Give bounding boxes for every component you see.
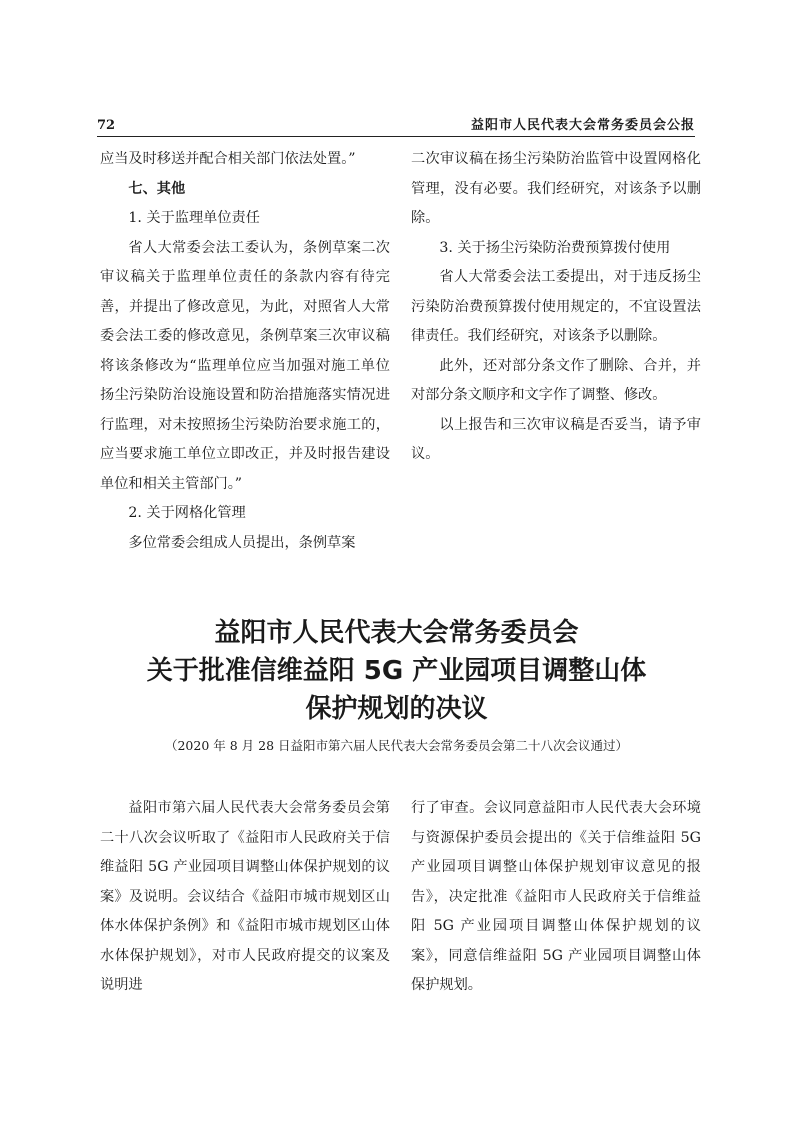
- top-right-column: [411, 145, 701, 470]
- paragraph: 二次审议稿在扬尘污染防治监管中设置网格化管理，没有必要。我们经研究，对该条予以删除。: [411, 151, 701, 226]
- journal-title: 益阳市人民代表大会常务委员会公报: [470, 118, 695, 133]
- resolution-subtitle: （2020 年 8 月 28 日益阳市第六届人民代表大会常务委员会第二十八次会议通过）: [164, 738, 629, 753]
- resolution-title: [60, 614, 733, 728]
- paragraph: 此外，还对部分条文作了删除、合并，并对部分条文顺序和文字作了调整、修改。: [411, 357, 701, 403]
- page-number: 72: [97, 118, 116, 133]
- paragraph: 省人大常委会法工委认为，条例草案二次审议稿关于监理单位责任的条款内容有待完善，并提出了修改意见，为此，对照省人大常委会法工委的修改意见，条例草案三次审议稿将该条修改为“监理单位应当加强对施工单位扬尘污染防治设施设置和防治措施落实情况进行监理，对未按照扬尘污染防治要求施工的，应当要求施工单位立即改正，并及时报告建设单位和相关主管部门。”: [100, 239, 390, 492]
- page-header: [97, 114, 695, 137]
- top-left-column: [100, 145, 390, 558]
- resolution-title-line: 关于批准信维益阳 5G 产业园项目调整山体: [146, 656, 647, 686]
- paragraph: 省人大常委会法工委提出，对于违反扬尘污染防治费预算拨付使用规定的，不宜设置法律责任。我们经研究，对该条予以删除。: [411, 269, 701, 344]
- bottom-right-column: [411, 794, 701, 1001]
- subsection-heading: 2. 关于网格化管理: [128, 505, 246, 521]
- paragraph: 以上报告和三次审议稿是否妥当，请予审议。: [411, 416, 701, 462]
- section-heading: 七、其他: [128, 180, 186, 197]
- paragraph: 益阳市第六届人民代表大会常务委员会第二十八次会议听取了《益阳市人民政府关于信维益阳 5G 产业园项目调整山体保护规划的议案》及说明。会议结合《益阳市城市规划区山体水体保护条例》和《益阳市城市规划区山体水体保护规划》，对市人民政府提交的议案及说明进: [100, 800, 390, 993]
- paragraph: 应当及时移送并配合相关部门依法处置。”: [100, 151, 356, 167]
- resolution-title-line: 益阳市人民代表大会常务委员会: [214, 618, 579, 648]
- paragraph: 多位常委会组成人员提出，条例草案: [128, 534, 356, 551]
- subsection-heading: 1. 关于监理单位责任: [128, 210, 260, 226]
- bottom-left-column: [100, 794, 390, 1001]
- subsection-heading: 3. 关于扬尘污染防治费预算拨付使用: [439, 239, 671, 256]
- paragraph: 行了审查。会议同意益阳市人民代表大会环境与资源保护委员会提出的《关于信维益阳 5G 产业园项目调整山体保护规划审议意见的报告》，决定批准《益阳市人民政府关于信维益阳 5G 产业园项目调整山体保护规划的议案》，同意信维益阳 5G 产业园项目调整山体保护规划。: [411, 800, 701, 993]
- resolution-title-line: 保护规划的决议: [305, 694, 488, 724]
